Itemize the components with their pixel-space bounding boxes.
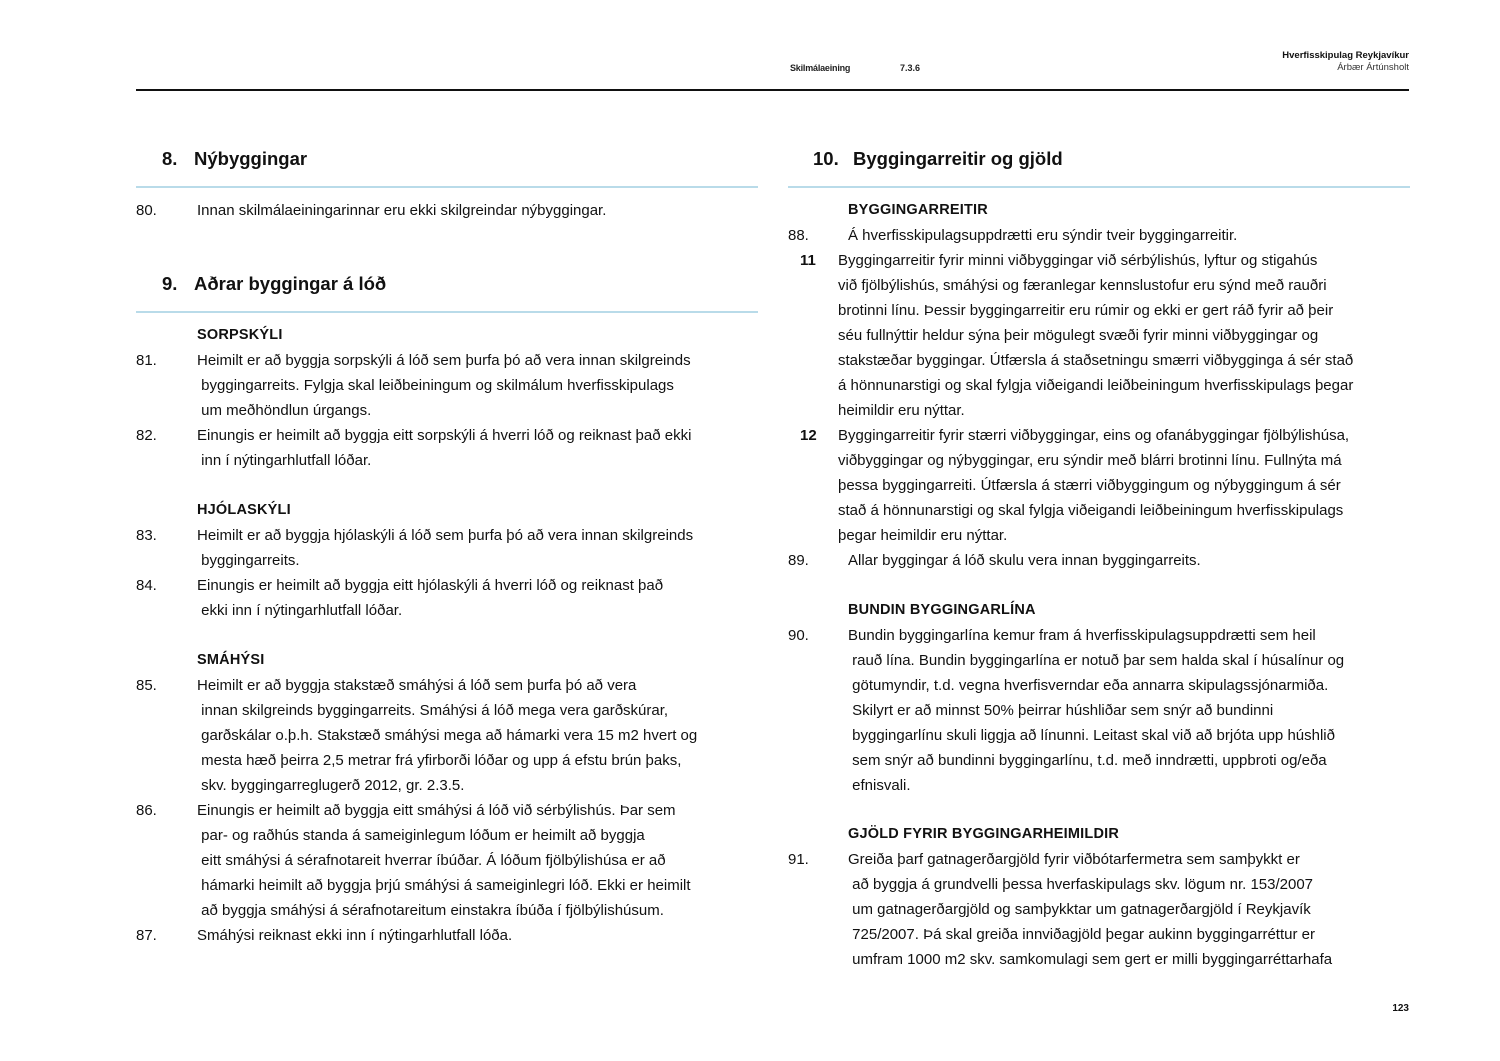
paragraph-86 [136,798,758,923]
bullet-12 [788,423,1410,548]
paragraph-line: byggingarreits. [197,552,300,569]
paragraph-line: þessa byggingarreiti. Útfærsla á stærri viðbyggingum og nýbyggingum á sér [838,477,1341,494]
paragraph-line: innan skilgreinds byggingarreits. Smáhýsi á lóð mega vera garðskúrar, [197,702,669,719]
paragraph-line: Heimilt er að byggja hjólaskýli á lóð sem þurfa þó að vera innan skilgreinds [197,527,694,544]
paragraph-88 [788,223,1410,248]
paragraph-line: umfram 1000 m2 skv. samkomulagi sem gert er milli byggingarréttarhafa [848,951,1333,968]
subheading-sorpskyli: SORPSKÝLI [197,327,283,343]
paragraph-line: byggingarreits. Fylgja skal leiðbeiningum og skilmálum hverfisskipulags [197,377,674,394]
paragraph-line: Einungis er heimilt að byggja eitt sorpskýli á hverri lóð og reiknast það ekki [197,427,692,444]
paragraph-number: 90. [788,627,809,644]
section-number: 10. [813,148,839,169]
paragraph-number: 85. [136,677,157,694]
paragraph-83 [136,523,758,573]
paragraph-line: Skilyrt er að minnst 50% þeirrar húshliðar sem snýr að bundinni [848,702,1274,719]
page-number: 123 [1392,1003,1409,1014]
paragraph-number: 81. [136,352,157,369]
paragraph-number: 86. [136,802,157,819]
paragraph-line: Smáhýsi reiknast ekki inn í nýtingarhlutfall lóða. [197,927,513,944]
bullet-number: 12 [800,427,817,444]
bullet-number: 11 [800,252,816,269]
paragraph-line: par- og raðhús standa á sameiginlegum lóðum er heimilt að byggja [197,827,645,844]
paragraph-line: Allar byggingar á lóð skulu vera innan byggingarreits. [848,552,1201,569]
subheading-smahysi: SMÁHÝSI [197,652,265,668]
running-header-section-number: 7.3.6 [900,63,921,73]
header-divider [136,89,1409,91]
paragraph-line: Byggingarreitir fyrir minni viðbyggingar við sérbýlishús, lyftur og stigahús [838,252,1318,269]
section-heading-10 [813,148,1063,170]
running-header-section: Skilmálaeining [790,63,851,73]
paragraph-84 [136,573,758,623]
paragraph-number: 84. [136,577,157,594]
section-number: 8. [162,148,178,169]
paragraph-line: Einungis er heimilt að byggja eitt hjólaskýli á hverri lóð og reiknast það [197,577,664,594]
paragraph-number: 89. [788,552,809,569]
paragraph-line: garðskálar o.þ.h. Stakstæð smáhýsi mega að hámarki vera 15 m2 hvert og [197,727,698,744]
paragraph-line: Innan skilmálaeiningarinnar eru ekki skilgreindar nýbyggingar. [197,202,607,219]
paragraph-line: hámarki heimilt að byggja þrjú smáhýsi á sameiginlegri lóð. Ekki er heimilt [197,877,691,894]
running-header-doc-subtitle: Árbær Ártúnsholt [1337,62,1409,73]
paragraph-line: Bundin byggingarlína kemur fram á hverfisskipulagsuppdrætti sem heil [848,627,1316,644]
paragraph-91 [788,847,1410,972]
paragraph-line: að byggja á grundvelli þessa hverfaskipulags skv. lögum nr. 153/2007 [848,876,1314,893]
paragraph-line: stakstæðar byggingar. Útfærsla á staðsetningu smærri viðbygginga á sér stað [838,352,1354,369]
paragraph-line: efnisvali. [848,777,911,794]
paragraph-80 [136,198,758,223]
paragraph-line: Einungis er heimilt að byggja eitt smáhýsi á lóð við sérbýlishús. Þar sem [197,802,676,819]
section-divider [788,186,1410,188]
section-divider [136,186,758,188]
paragraph-number: 82. [136,427,157,444]
subheading-byggingarreitir: BYGGINGARREITIR [848,202,988,218]
paragraph-line: þegar heimildir eru nýttar. [838,527,1008,544]
paragraph-number: 91. [788,851,809,868]
paragraph-number: 88. [788,227,809,244]
paragraph-87 [136,923,758,948]
paragraph-line: mesta hæð þeirra 2,5 metrar frá yfirborði lóðar og upp á efstu brún þaks, [197,752,682,769]
paragraph-number: 83. [136,527,157,544]
section-number: 9. [162,273,178,294]
paragraph-line: viðbyggingar og nýbyggingar, eru sýndir með blárri brotinni línu. Fullnýta má [838,452,1342,469]
subheading-gjold: GJÖLD FYRIR BYGGINGARHEIMILDIR [848,826,1120,842]
paragraph-line: eitt smáhýsi á sérafnotareit hverrar íbúðar. Á lóðum fjölbýlishúsa er að [197,852,666,869]
paragraph-line: við fjölbýlishús, smáhýsi og færanlegar kennslustofur eru sýnd með rauðri [838,277,1327,294]
paragraph-line: byggingarlínu skuli liggja að línunni. Leitast skal við að brjóta upp húshlið [848,727,1335,744]
section-divider [136,311,758,313]
paragraph-90 [788,623,1410,798]
paragraph-line: götumyndir, t.d. vegna hverfisverndar eða annarra skipulagssjónarmiða. [848,677,1329,694]
paragraph-85 [136,673,758,798]
subheading-hjolaskyli: HJÓLASKÝLI [197,502,291,518]
bullet-11 [788,248,1410,423]
paragraph-89 [788,548,1410,573]
paragraph-line: brotinni línu. Þessir byggingarreitir eru rúmir og ekki er gert ráð fyrir að þeir [838,302,1334,319]
paragraph-line: ekki inn í nýtingarhlutfall lóðar. [197,602,403,619]
paragraph-line: sem snýr að bundinni byggingarlínu, t.d. með inndrætti, uppbroti og/eða [848,752,1327,769]
section-heading-8 [162,148,307,170]
paragraph-line: Á hverfisskipulagsuppdrætti eru sýndir tveir byggingarreitir. [848,227,1238,244]
subheading-bundin-byggingarlina: BUNDIN BYGGINGARLÍNA [848,602,1036,618]
paragraph-line: séu fullnýttir heldur sýna þeir mögulegt svæði fyrir minni viðbyggingar og [838,327,1319,344]
paragraph-line: um gatnagerðargjöld og samþykktar um gatnagerðargjöld í Reykjavík [848,901,1311,918]
section-heading-9 [162,273,386,295]
running-header-doc-title: Hverfisskipulag Reykjavíkur [1282,50,1409,61]
paragraph-number: 87. [136,927,157,944]
paragraph-line: Heimilt er að byggja stakstæð smáhýsi á lóð sem þurfa þó að vera [197,677,637,694]
paragraph-line: 725/2007. Þá skal greiða innviðagjöld þegar aukinn byggingarréttur er [848,926,1315,943]
paragraph-line: heimildir eru nýttar. [838,402,965,419]
paragraph-line: Byggingarreitir fyrir stærri viðbyggingar, eins og ofanábyggingar fjölbýlishúsa, [838,427,1350,444]
paragraph-line: inn í nýtingarhlutfall lóðar. [197,452,372,469]
paragraph-line: Heimilt er að byggja sorpskýli á lóð sem þurfa þó að vera innan skilgreinds [197,352,691,369]
paragraph-line: skv. byggingarreglugerð 2012, gr. 2.3.5. [197,777,465,794]
paragraph-line: að byggja smáhýsi á sérafnotareitum einstakra íbúða í fjölbýlishúsum. [197,902,664,919]
paragraph-line: Greiða þarf gatnagerðargjöld fyrir viðbótarfermetra sem samþykkt er [848,851,1300,868]
section-title: Aðrar byggingar á lóð [194,273,387,294]
paragraph-number: 80. [136,202,157,219]
paragraph-line: um meðhöndlun úrgangs. [197,402,372,419]
paragraph-line: á hönnunarstigi og skal fylgja viðeigandi leiðbeiningum hverfisskipulags þegar [838,377,1354,394]
paragraph-line: rauð lína. Bundin byggingarlína er notuð þar sem halda skal í húsalínur og [848,652,1345,669]
paragraph-82 [136,423,758,473]
paragraph-line: stað á hönnunarstigi og skal fylgja viðeigandi leiðbeiningum hverfisskipulags [838,502,1344,519]
paragraph-81 [136,348,758,423]
section-title: Byggingarreitir og gjöld [853,148,1063,169]
section-title: Nýbyggingar [194,148,308,169]
